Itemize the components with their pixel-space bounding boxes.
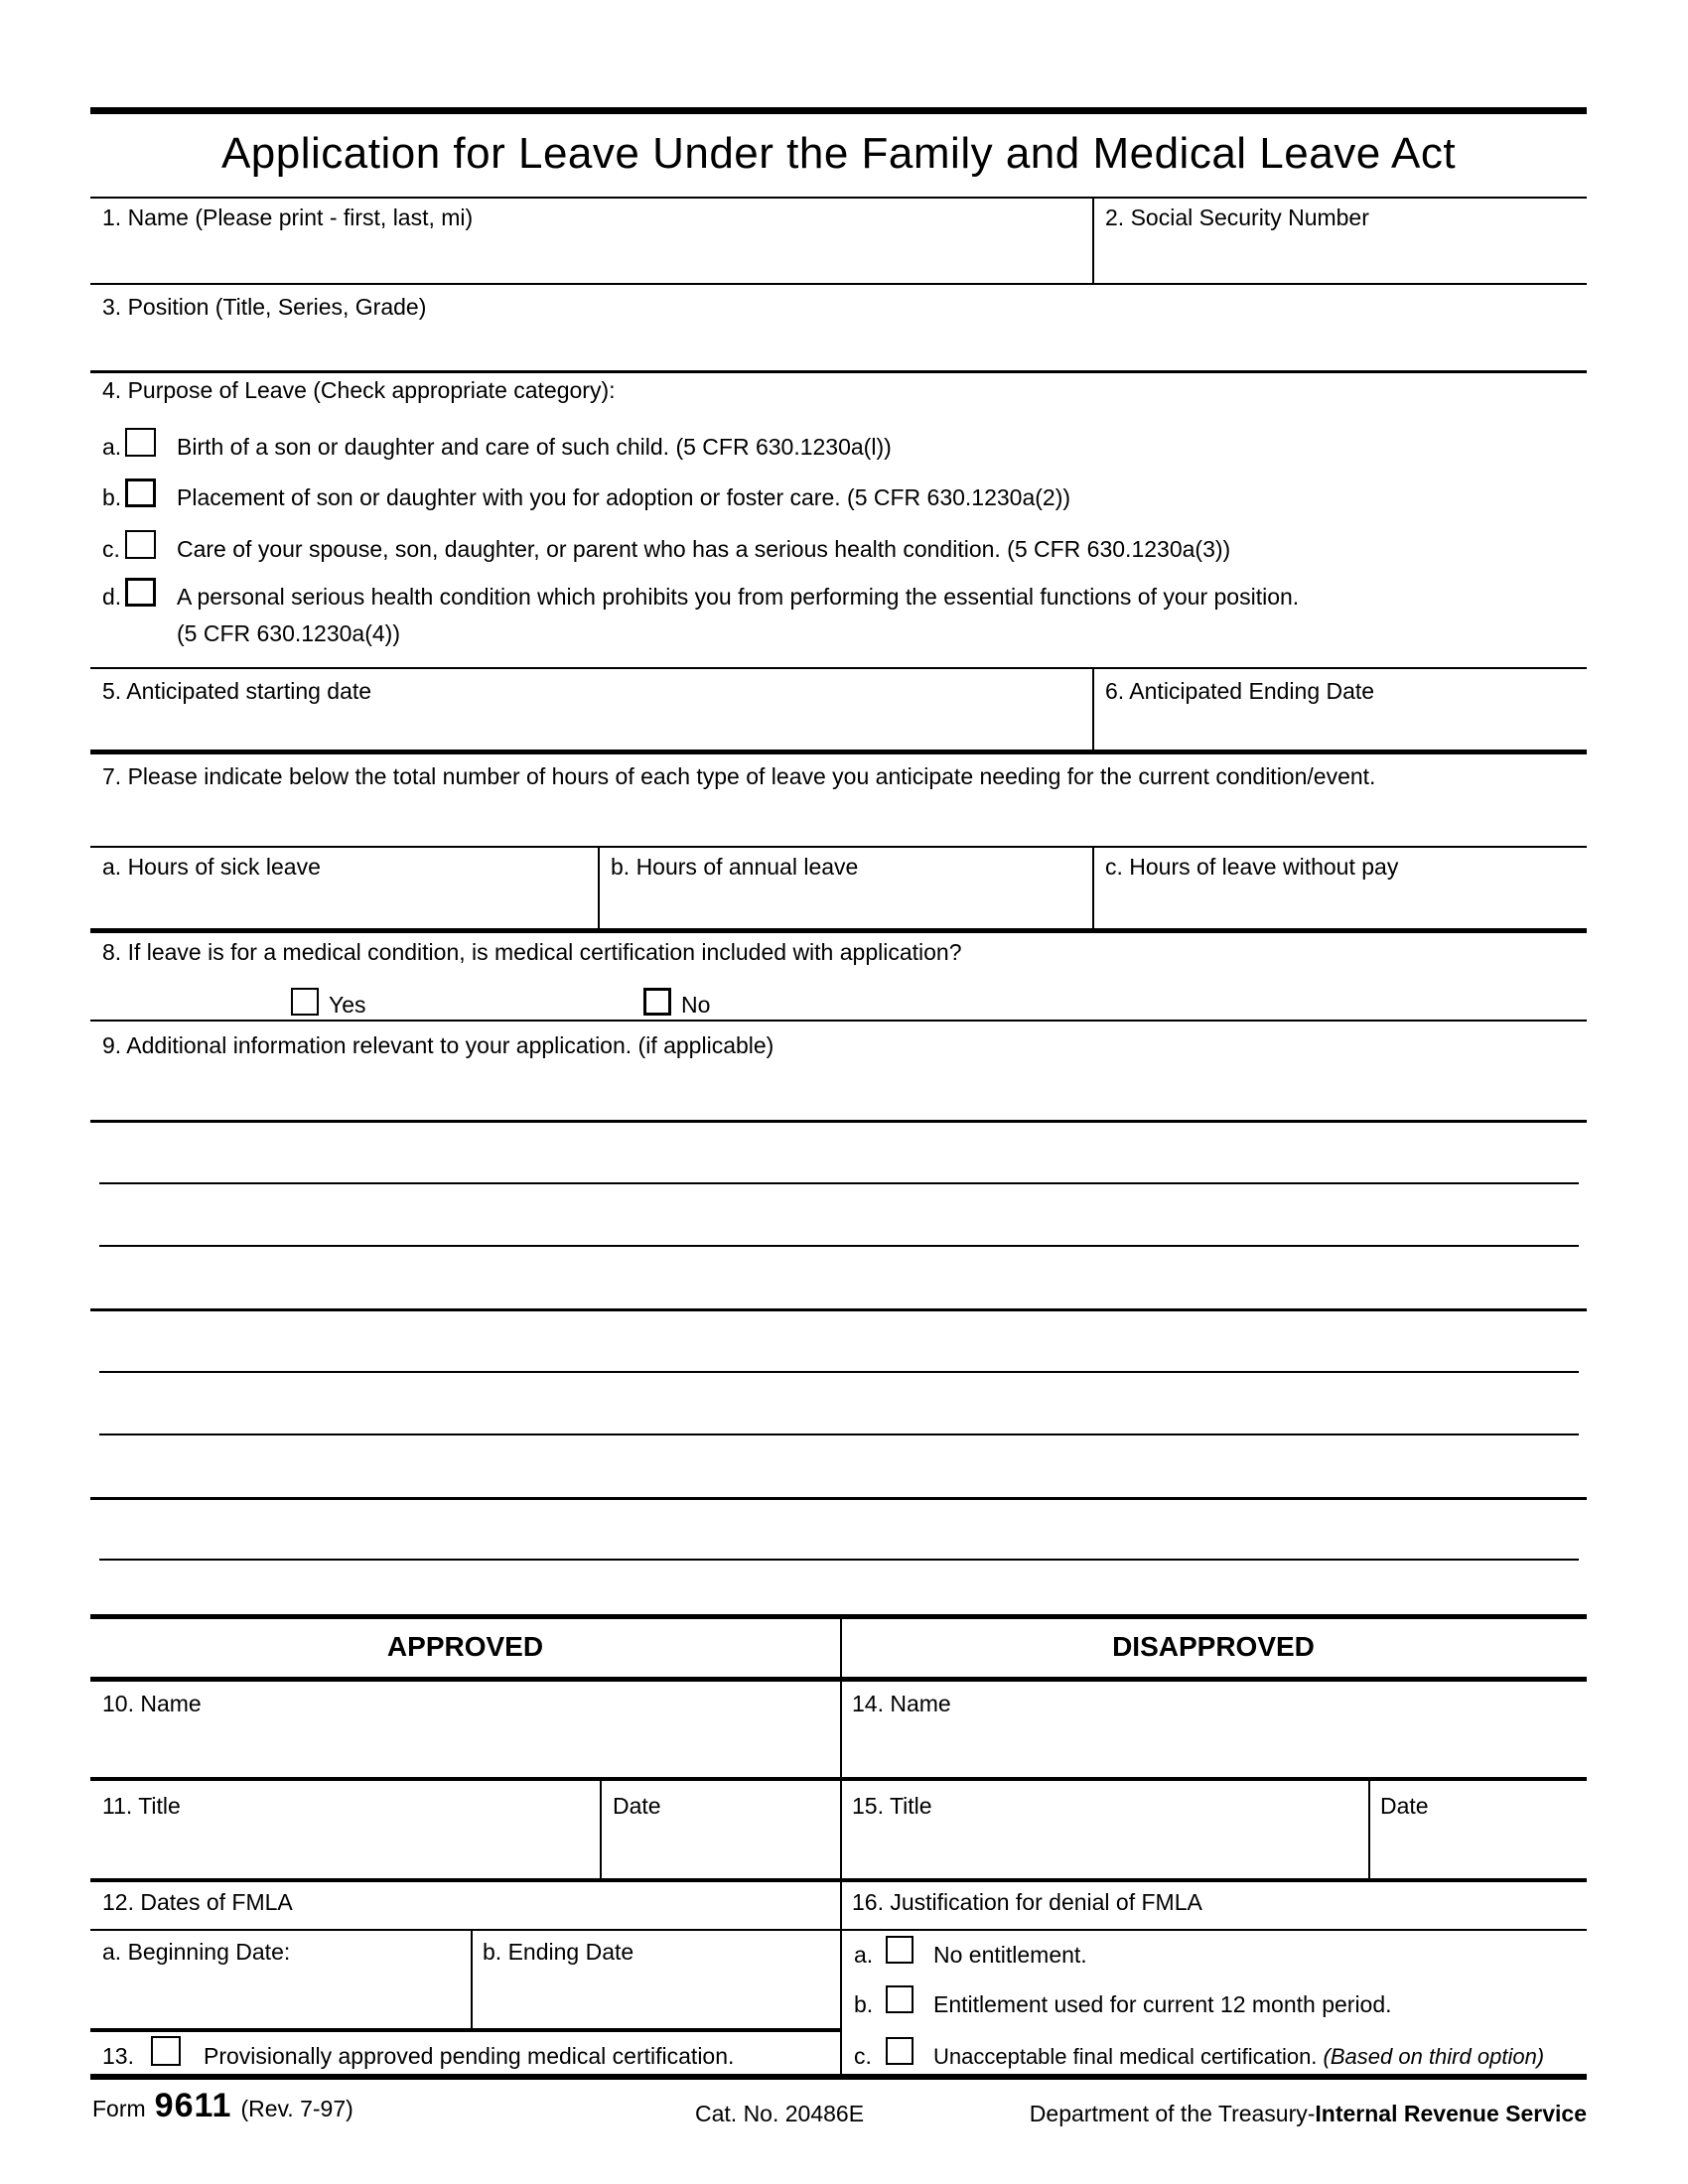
writing-line <box>90 1308 1587 1311</box>
checkbox-entitlement-used[interactable] <box>886 1985 914 2013</box>
ending-date-field-label: b. Ending Date <box>483 1939 634 1965</box>
beginning-date-field-label: a. Beginning Date: <box>102 1939 291 1965</box>
approver-name-input-area[interactable] <box>92 1719 837 1774</box>
certification-question-label: 8. If leave is for a medical condition, is medical certification included with application? <box>102 939 962 965</box>
divider-line <box>1092 667 1094 750</box>
catalog-number: Cat. No. 20486E <box>695 2101 865 2126</box>
purpose-d-label-line2: (5 CFR 630.1230a(4)) <box>177 620 400 646</box>
writing-line <box>90 1120 1587 1123</box>
disapproved-header: DISAPPROVED <box>1112 1631 1315 1662</box>
checkbox-certification-no[interactable] <box>643 988 671 1016</box>
divider-line <box>90 846 1587 848</box>
divider-line <box>90 1677 1587 1682</box>
end-date-field-label: 6. Anticipated Ending Date <box>1105 678 1375 704</box>
department-text: Department of the Treasury- <box>1029 2101 1316 2126</box>
lwop-hours-field-label: c. Hours of leave without pay <box>1105 854 1399 880</box>
no-label: No <box>681 992 711 1018</box>
checkbox-no-entitlement[interactable] <box>886 1936 914 1964</box>
denial-c-text: Unacceptable final medical certification. <box>933 2044 1318 2069</box>
position-field-label: 3. Position (Title, Series, Grade) <box>102 294 427 320</box>
additional-info-write-area[interactable] <box>92 1067 1582 1608</box>
approver-title-field-label: 11. Title <box>102 1793 181 1819</box>
start-date-field-label: 5. Anticipated starting date <box>102 678 372 704</box>
section-rule <box>90 928 1587 933</box>
denial-c-label <box>933 2044 1544 2069</box>
divider-line <box>1092 846 1094 928</box>
section-rule <box>90 750 1587 754</box>
purpose-c-label: Care of your spouse, son, daughter, or parent who has a serious health condition. (5 CFR 630.1230a(3)) <box>177 536 1231 562</box>
position-input-area[interactable] <box>92 322 1582 367</box>
denial-c-letter: c. <box>854 2043 872 2069</box>
disapprover-date-field-label: Date <box>1380 1793 1429 1819</box>
approved-header: APPROVED <box>386 1631 544 1662</box>
denial-a-label: No entitlement. <box>933 1942 1087 1968</box>
end-date-input-area[interactable] <box>1096 705 1583 747</box>
divider-line <box>90 283 1587 285</box>
divider-line <box>90 1929 1587 1931</box>
purpose-a-letter: a. <box>102 434 122 460</box>
checkbox-certification-yes[interactable] <box>291 988 319 1016</box>
disapprover-name-field-label: 14. Name <box>852 1691 951 1716</box>
checkbox-purpose-birth[interactable] <box>125 428 156 457</box>
approver-date-input-area[interactable] <box>604 1823 838 1876</box>
divider-line <box>1368 1777 1370 1878</box>
checkbox-purpose-family-care[interactable] <box>125 530 156 559</box>
denial-b-label: Entitlement used for current 12 month period. <box>933 1991 1392 2017</box>
divider-line <box>598 846 600 928</box>
approver-title-input-area[interactable] <box>92 1823 598 1876</box>
divider-line <box>90 1777 1587 1781</box>
purpose-b-label: Placement of son or daughter with you for adoption or foster care. (5 CFR 630.1230a(2)) <box>177 484 1071 510</box>
sick-hours-field-label: a. Hours of sick leave <box>102 854 321 880</box>
divider-line <box>471 1929 473 2028</box>
disapprover-title-field-label: 15. Title <box>852 1793 932 1819</box>
additional-info-label: 9. Additional information relevant to your application. (if applicable) <box>102 1032 774 1058</box>
page-title: Application for Leave Under the Family and Medical Leave Act <box>220 129 1457 178</box>
fmla-dates-section-label: 12. Dates of FMLA <box>102 1889 293 1915</box>
checkbox-provisional-approval[interactable] <box>151 2036 181 2066</box>
beginning-date-input-area[interactable] <box>92 1968 469 2025</box>
form-revision: (Rev. 7-97) <box>240 2096 353 2121</box>
divider-line <box>90 2028 840 2032</box>
form-word: Form <box>92 2096 146 2121</box>
divider-line <box>90 667 1587 669</box>
name-field-label: 1. Name (Please print - first, last, mi) <box>102 205 474 230</box>
purpose-d-label: A personal serious health condition which prohibits you from performing the essential functions of your position. <box>177 584 1300 610</box>
writing-line <box>99 1182 1579 1184</box>
purpose-a-label: Birth of a son or daughter and care of such child. (5 CFR 630.1230a(l)) <box>177 434 892 460</box>
approver-date-field-label: Date <box>613 1793 661 1819</box>
table-top-rule <box>90 1614 1587 1619</box>
provisional-approval-label: Provisionally approved pending medical certification. <box>204 2043 735 2069</box>
purpose-b-letter: b. <box>102 484 122 510</box>
approver-name-field-label: 10. Name <box>102 1691 202 1716</box>
purpose-section-label: 4. Purpose of Leave (Check appropriate category): <box>102 377 616 403</box>
table-bottom-rule <box>90 2074 1587 2080</box>
divider-line <box>90 1878 1587 1882</box>
writing-line <box>90 1497 1587 1500</box>
checkbox-purpose-personal-health[interactable] <box>125 578 156 607</box>
divider-line <box>90 370 1587 373</box>
disapprover-date-input-area[interactable] <box>1372 1823 1583 1876</box>
writing-line <box>99 1371 1579 1373</box>
ending-date-input-area[interactable] <box>475 1968 838 2025</box>
purpose-d-letter: d. <box>102 584 122 610</box>
irs-text: Internal Revenue Service <box>1315 2101 1587 2126</box>
divider-line <box>90 197 1587 199</box>
purpose-c-letter: c. <box>102 536 120 562</box>
name-input-area[interactable] <box>92 230 1085 280</box>
annual-hours-input-area[interactable] <box>602 882 1088 925</box>
divider-line <box>1092 197 1094 283</box>
disapprover-title-input-area[interactable] <box>844 1823 1366 1876</box>
denial-b-letter: b. <box>854 1991 874 2017</box>
denial-c-note: (Based on third option) <box>1323 2044 1545 2069</box>
checkbox-unacceptable-certification[interactable] <box>886 2037 914 2065</box>
start-date-input-area[interactable] <box>92 705 1085 747</box>
writing-line <box>99 1433 1579 1435</box>
item-13-number: 13. <box>102 2043 134 2069</box>
form-number: 9611 <box>154 2087 232 2124</box>
disapprover-name-input-area[interactable] <box>844 1719 1583 1774</box>
annual-hours-field-label: b. Hours of annual leave <box>611 854 859 880</box>
writing-line <box>99 1559 1579 1561</box>
denial-a-letter: a. <box>854 1942 874 1968</box>
lwop-hours-input-area[interactable] <box>1096 882 1583 925</box>
sick-hours-input-area[interactable] <box>92 882 594 925</box>
ssn-field-label: 2. Social Security Number <box>1105 205 1369 230</box>
denial-justification-label: 16. Justification for denial of FMLA <box>852 1889 1202 1915</box>
table-center-divider <box>840 1614 842 2074</box>
writing-line <box>99 1245 1579 1247</box>
ssn-input-area[interactable] <box>1096 230 1583 280</box>
form-identifier <box>92 2087 353 2125</box>
yes-label: Yes <box>329 992 366 1018</box>
divider-line <box>600 1777 602 1878</box>
divider-line <box>90 1020 1587 1022</box>
checkbox-purpose-adoption[interactable] <box>125 478 156 507</box>
department-attribution <box>1030 2101 1587 2127</box>
hours-section-label: 7. Please indicate below the total number of hours of each type of leave you anticipate needing for the current condition/event. <box>102 763 1376 789</box>
